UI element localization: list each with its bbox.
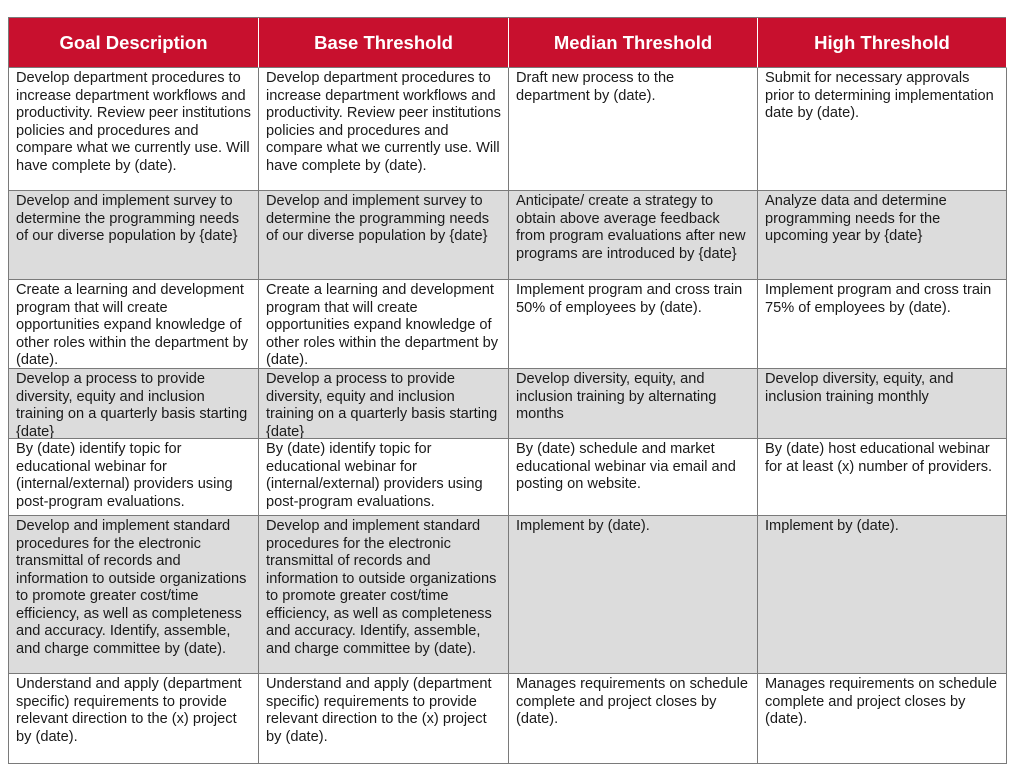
table-cell: Develop a process to provide diversity, equity and inclusion training on a quarterly basis starting {date}	[9, 369, 259, 439]
table-cell: Understand and apply (department specific) requirements to provide relevant direction to the (x) project by (date).	[259, 674, 509, 764]
header-high-threshold: High Threshold	[758, 18, 1007, 68]
table-cell: Develop and implement standard procedures for the electronic transmittal of records and information to outside organizations to promote greater cost/time efficiency, as well as completeness and accuracy. Identify, assemble, and charge committee by (date).	[9, 516, 259, 674]
table-cell: By (date) identify topic for educational webinar for (internal/external) providers using post-program evaluations.	[9, 439, 259, 516]
table-cell: Manages requirements on schedule complete and project closes by (date).	[509, 674, 758, 764]
table-cell: Develop and implement survey to determine the programming needs of our diverse population by {date}	[259, 191, 509, 280]
table-cell: Analyze data and determine programming needs for the upcoming year by {date}	[758, 191, 1007, 280]
table-cell: Implement by (date).	[758, 516, 1007, 674]
table-cell: Implement by (date).	[509, 516, 758, 674]
table-cell: Implement program and cross train 75% of employees by (date).	[758, 280, 1007, 369]
table-cell: Create a learning and development program that will create opportunities expand knowledge of other roles within the department by (date).	[259, 280, 509, 369]
table-cell: Understand and apply (department specific) requirements to provide relevant direction to the (x) project by (date).	[9, 674, 259, 764]
table-cell: Develop and implement survey to determine the programming needs of our diverse population by {date}	[9, 191, 259, 280]
table-cell: Develop diversity, equity, and inclusion training monthly	[758, 369, 1007, 439]
goals-table	[8, 17, 1006, 764]
table-cell: By (date) identify topic for educational webinar for (internal/external) providers using post-program evaluations.	[259, 439, 509, 516]
table-cell: By (date) host educational webinar for at least (x) number of providers.	[758, 439, 1007, 516]
header-median-threshold: Median Threshold	[509, 18, 758, 68]
table-cell: Submit for necessary approvals prior to determining implementation date by (date).	[758, 68, 1007, 191]
table-cell: Develop a process to provide diversity, equity and inclusion training on a quarterly basis starting {date}	[259, 369, 509, 439]
table-cell: Develop department procedures to increase department workflows and productivity. Review peer institutions policies and procedures and compare what we currently use. Will have complete by (date).	[259, 68, 509, 191]
table-cell: Develop diversity, equity, and inclusion training by alternating months	[509, 369, 758, 439]
table-cell: Anticipate/ create a strategy to obtain above average feedback from program evaluations after new programs are introduced by {date}	[509, 191, 758, 280]
table-cell: Implement program and cross train 50% of employees by (date).	[509, 280, 758, 369]
table-cell: Manages requirements on schedule complete and project closes by (date).	[758, 674, 1007, 764]
table-cell: Develop and implement standard procedures for the electronic transmittal of records and information to outside organizations to promote greater cost/time efficiency, as well as completeness and accuracy. Identify, assemble, and charge committee by (date).	[259, 516, 509, 674]
table-cell: Create a learning and development program that will create opportunities expand knowledge of other roles within the department by (date).	[9, 280, 259, 369]
table-cell: Draft new process to the department by (date).	[509, 68, 758, 191]
table-cell: By (date) schedule and market educational webinar via email and posting on website.	[509, 439, 758, 516]
header-goal-description: Goal Description	[9, 18, 259, 68]
table-cell: Develop department procedures to increase department workflows and productivity. Review peer institutions policies and procedures and compare what we currently use. Will have complete by (date).	[9, 68, 259, 191]
header-base-threshold: Base Threshold	[259, 18, 509, 68]
